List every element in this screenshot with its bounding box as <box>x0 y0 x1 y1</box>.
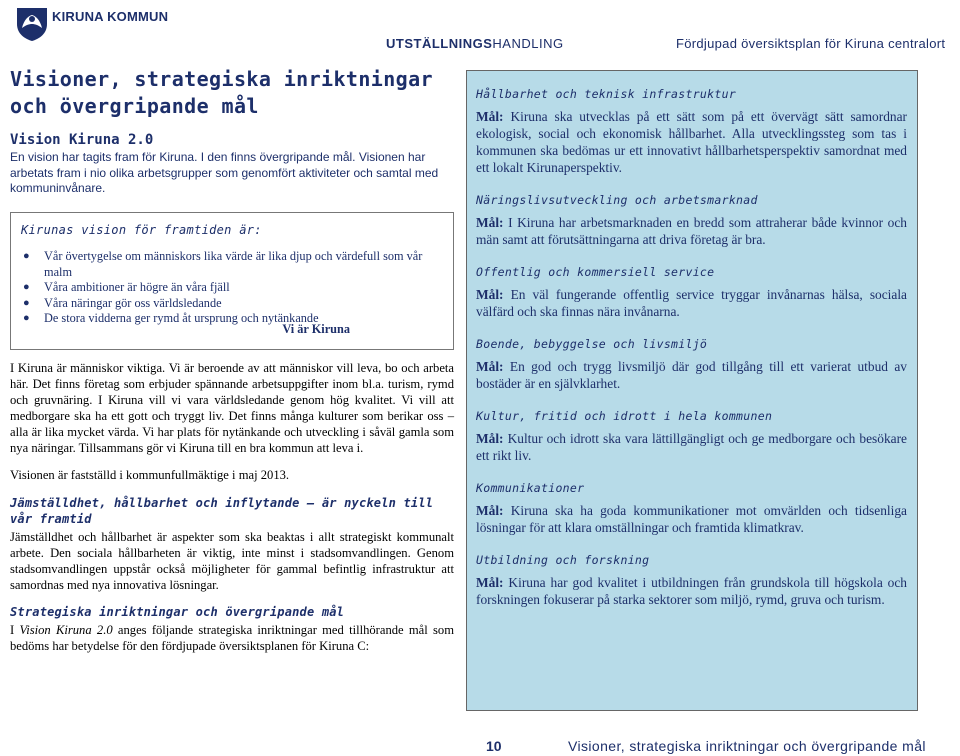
bullet-icon: ● <box>23 250 30 263</box>
goal-heading: Hållbarhet och teknisk infrastruktur <box>476 87 737 101</box>
goal-text <box>476 286 907 320</box>
vision-heading: Kirunas vision för framtiden är: <box>21 223 262 238</box>
section-heading-strategies: Strategiska inriktningar och övergripande mål <box>10 605 345 620</box>
vision-box <box>10 212 454 350</box>
goal-label: Mål: <box>476 109 504 124</box>
vision-item-text: Våra näringar gör oss världsledande <box>44 295 222 310</box>
vision-item-text: Våra ambitioner är högre än våra fjäll <box>44 280 230 295</box>
page-number: 10 <box>486 738 502 754</box>
strategies-pre: I <box>10 623 20 638</box>
document-type-rest: HANDLING <box>492 36 564 51</box>
goal-text <box>476 214 907 248</box>
goal-text-body: Kiruna ska ha goda kommunikationer mot omvärlden och tidsenliga lösningar för att klara omställningar och framtida klimatkrav. <box>476 503 907 535</box>
document-type <box>386 36 564 51</box>
section-heading-equality: Jämställdhet, hållbarhet och inflytande – är nyckeln till vår framtid <box>10 496 434 527</box>
goal-text-body: Kiruna ska utvecklas på ett sätt som på ett övervägt sätt samordnar ekologisk, social och ekonomisk hållbarhet. Alla utvecklingssteg som tas i kommunen ska bedömas ur ett innovativt hållbarhetsperspektiv samordnat med ett lokalt Kirunaperspektiv. <box>476 109 907 175</box>
body-paragraph: I Kiruna är människor viktiga. Vi är beroende av att människor vill leva, bo och arbeta här. Det finns företag som erbjuder spännande arbetsuppgifter inom bl.a. turism, rymd och gruvnäring. I Kiruna vill vi vara världsledande genom hög kvalitet. Vi vill att medborgare ska ha ett gott och tryggt liv. Det finns många kulturer som berikar oss – alla är lika mycket värda. Vi har plats för nytänkande och utveckling i såväl gamla som nya näringar. Tillsammans gör vi Kiruna till en bra kommun att leva i. <box>10 361 454 456</box>
page-title-line2: och övergripande mål <box>10 94 259 118</box>
vision-signature: Vi är Kiruna <box>282 322 350 337</box>
goal-text-body: En väl fungerande offentlig service tryggar invånarnas hälsa, sociala välfärd och ska finnas nära invånarna. <box>476 287 907 319</box>
goal-text <box>476 430 907 464</box>
vision-item <box>21 311 443 327</box>
document-type-bold: UTSTÄLLNINGS <box>386 36 493 51</box>
bullet-icon: ● <box>23 312 30 325</box>
goal-heading: Kultur, fritid och idrott i hela kommunen <box>476 409 773 423</box>
strategies-post: anges följande strategiska inriktningar med tillhörande mål som bedöms har betydelse för den fördjupade översiktsplanen för Kiruna C: <box>10 623 455 654</box>
goal-text <box>476 574 907 608</box>
goal-text <box>476 108 907 176</box>
section-subtitle: Vision Kiruna 2.0 <box>10 132 154 148</box>
page-title <box>10 66 454 120</box>
goal-label: Mål: <box>476 575 504 590</box>
goal-section <box>476 553 907 608</box>
page-title-line1: Visioner, strategiska inriktningar <box>10 67 433 91</box>
vision-item <box>21 280 443 296</box>
goal-section <box>476 193 907 248</box>
goal-section <box>476 87 907 176</box>
vision-item <box>21 296 443 312</box>
left-column <box>10 66 454 654</box>
goal-section <box>476 481 907 536</box>
goal-text-body: Kultur och idrott ska vara lättillgängligt och ge medborgare och besökare ett rikt liv. <box>476 431 908 463</box>
strategies-vision-name: Vision Kiruna 2.0 <box>19 623 113 638</box>
strategies-paragraph <box>10 622 454 654</box>
bullet-icon: ● <box>23 296 30 309</box>
goal-heading: Utbildning och forskning <box>476 553 650 567</box>
goal-section <box>476 337 907 392</box>
goal-text-body: Kiruna har god kvalitet i utbildningen från grundskola till högskola och forskningen fokuserar på starka sektorer som miljö, rymd, gruva och turism. <box>476 575 907 607</box>
goal-heading: Boende, bebyggelse och livsmiljö <box>476 337 708 351</box>
goal-section <box>476 409 907 464</box>
goal-label: Mål: <box>476 287 504 302</box>
intro-paragraph: En vision har tagits fram för Kiruna. I den finns övergripande mål. Visionen har arbetats fram i nio olika arbetsgrupper som genomfört aktiviteter och samtal med kommuninvånare. <box>10 150 439 196</box>
goal-heading: Kommunikationer <box>476 481 585 495</box>
goals-box <box>466 70 918 711</box>
adoption-note: Visionen är fastställd i kommunfullmäktige i maj 2013. <box>10 468 290 483</box>
goal-label: Mål: <box>476 359 504 374</box>
goal-text-body: I Kiruna har arbetsmarknaden en bredd som attraherar både kvinnor och män samt att förutsättningarna att driva företag är bra. <box>476 215 907 247</box>
goal-text <box>476 502 907 536</box>
bullet-icon: ● <box>23 281 30 294</box>
kiruna-crest-icon <box>14 6 50 42</box>
goal-text-body: En god och trygg livsmiljö där god tillgång till ett varierat utbud av bostäder är en självklarhet. <box>476 359 907 391</box>
goal-label: Mål: <box>476 503 504 518</box>
goal-heading: Näringslivsutveckling och arbetsmarknad <box>476 193 758 207</box>
footer-title: Visioner, strategiska inriktningar och övergripande mål <box>568 738 926 754</box>
vision-item-text: Vår övertygelse om människors lika värde är lika djup och värdefull som vår malm <box>44 249 423 279</box>
plan-title: Fördjupad översiktsplan för Kiruna centralort <box>676 36 946 51</box>
goal-heading: Offentlig och kommersiell service <box>476 265 715 279</box>
goal-label: Mål: <box>476 215 504 230</box>
brand-name: KIRUNA KOMMUN <box>52 9 169 24</box>
goal-text <box>476 358 907 392</box>
equality-paragraph: Jämställdhet och hållbarhet är aspekter som ska beaktas i allt strategiskt kommunalt arbete. Den sociala hållbarheten är viktig, inte minst i stadsomvandlingen. Genom stadsomvandlingen uppstår också möjligheter för gammal befintlig infrastruktur att samordnas med nya innovativa lösningar. <box>10 530 454 593</box>
vision-item <box>21 249 443 280</box>
vision-item-text: De stora vidderna ger rymd åt ursprung och nytänkande <box>44 311 319 326</box>
goal-section <box>476 265 907 320</box>
goal-label: Mål: <box>476 431 504 446</box>
vision-list <box>21 249 443 327</box>
